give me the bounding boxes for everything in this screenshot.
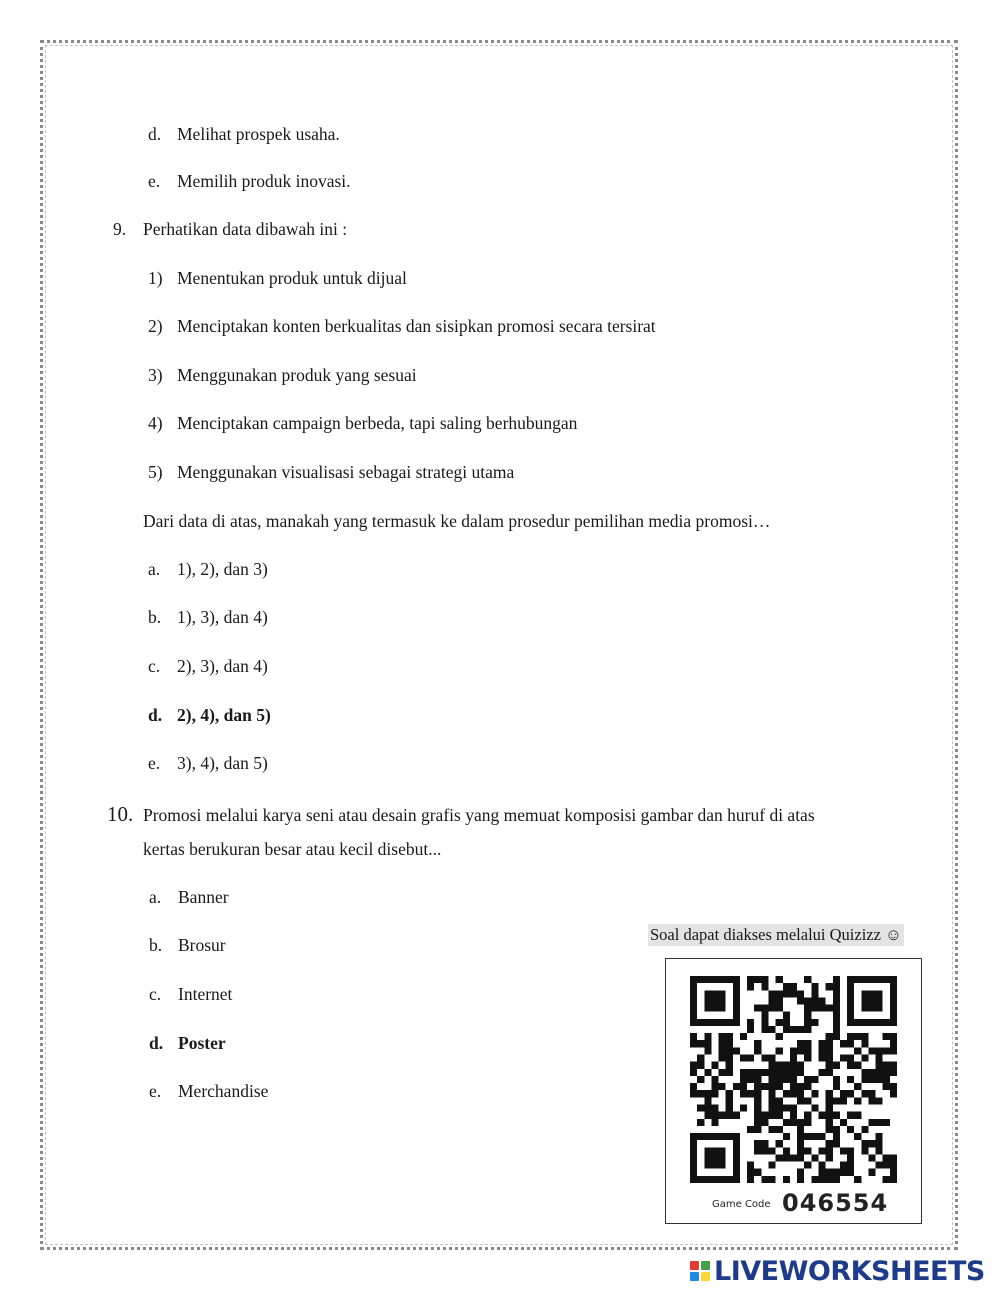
q10-stem-line1: Promosi melalui karya seni atau desain grafis yang memuat komposisi gambar dan huruf di atas xyxy=(143,805,815,825)
option-marker: d. xyxy=(148,705,163,725)
option-marker: c. xyxy=(148,656,161,676)
question-stem: Perhatikan data dibawah ini : xyxy=(143,219,348,239)
liveworksheets-logo xyxy=(690,1256,985,1286)
option-marker: b. xyxy=(149,935,163,955)
item-text: Menciptakan campaign berbeda, tapi saling berhubungan xyxy=(177,413,578,433)
option-marker: c. xyxy=(149,984,162,1004)
option-text: 1), 2), dan 3) xyxy=(177,559,268,579)
item-marker: 3) xyxy=(148,365,163,385)
item-marker: 5) xyxy=(148,462,163,482)
option-marker: a. xyxy=(148,559,161,579)
logo-grid-icon xyxy=(690,1261,710,1281)
item-marker: 1) xyxy=(148,268,163,288)
option-text: Brosur xyxy=(178,935,226,955)
option-marker: d. xyxy=(148,124,162,144)
item-text: Menggunakan visualisasi sebagai strategi utama xyxy=(177,462,515,482)
option-text: Merchandise xyxy=(178,1081,269,1101)
brand-name: LIVEWORKSHEETS xyxy=(714,1255,985,1287)
option-text: Memilih produk inovasi. xyxy=(177,171,351,191)
question-number: 9. xyxy=(113,219,127,239)
game-code-value: 046554 xyxy=(782,1189,889,1217)
quizizz-note: Soal dapat diakses melalui Quizizz ☺ xyxy=(650,925,902,944)
option-marker: e. xyxy=(148,171,161,191)
item-marker: 2) xyxy=(148,316,163,336)
option-marker: a. xyxy=(149,887,162,907)
option-marker: d. xyxy=(149,1033,164,1053)
qr-code-card xyxy=(665,958,922,1224)
q10-stem-line2: kertas berukuran besar atau kecil disebut... xyxy=(143,839,442,859)
option-marker: b. xyxy=(148,607,162,627)
item-text: Menentukan produk untuk dijual xyxy=(177,268,407,288)
option-text: Poster xyxy=(178,1033,226,1053)
option-text: Internet xyxy=(178,984,233,1004)
option-marker: e. xyxy=(149,1081,162,1101)
option-marker: e. xyxy=(148,753,161,773)
option-text: 1), 3), dan 4) xyxy=(177,607,268,627)
logo-square-blue xyxy=(690,1272,699,1281)
game-code-label: Game Code xyxy=(712,1199,771,1210)
qr-code-icon xyxy=(690,976,897,1183)
option-text: Banner xyxy=(178,887,229,907)
option-text: 2), 3), dan 4) xyxy=(177,656,268,676)
option-text: 2), 4), dan 5) xyxy=(177,705,271,725)
question-number-10: 10. xyxy=(107,802,134,826)
item-text: Menciptakan konten berkualitas dan sisipkan promosi secara tersirat xyxy=(177,316,656,336)
item-text: Menggunakan produk yang sesuai xyxy=(177,365,417,385)
q9-question: Dari data di atas, manakah yang termasuk ke dalam prosedur pemilihan media promosi… xyxy=(143,511,771,531)
logo-square-green xyxy=(701,1261,710,1270)
option-text: 3), 4), dan 5) xyxy=(177,753,268,773)
option-text: Melihat prospek usaha. xyxy=(177,124,340,144)
item-marker: 4) xyxy=(148,413,163,433)
logo-square-red xyxy=(690,1261,699,1270)
logo-square-yellow xyxy=(701,1272,710,1281)
